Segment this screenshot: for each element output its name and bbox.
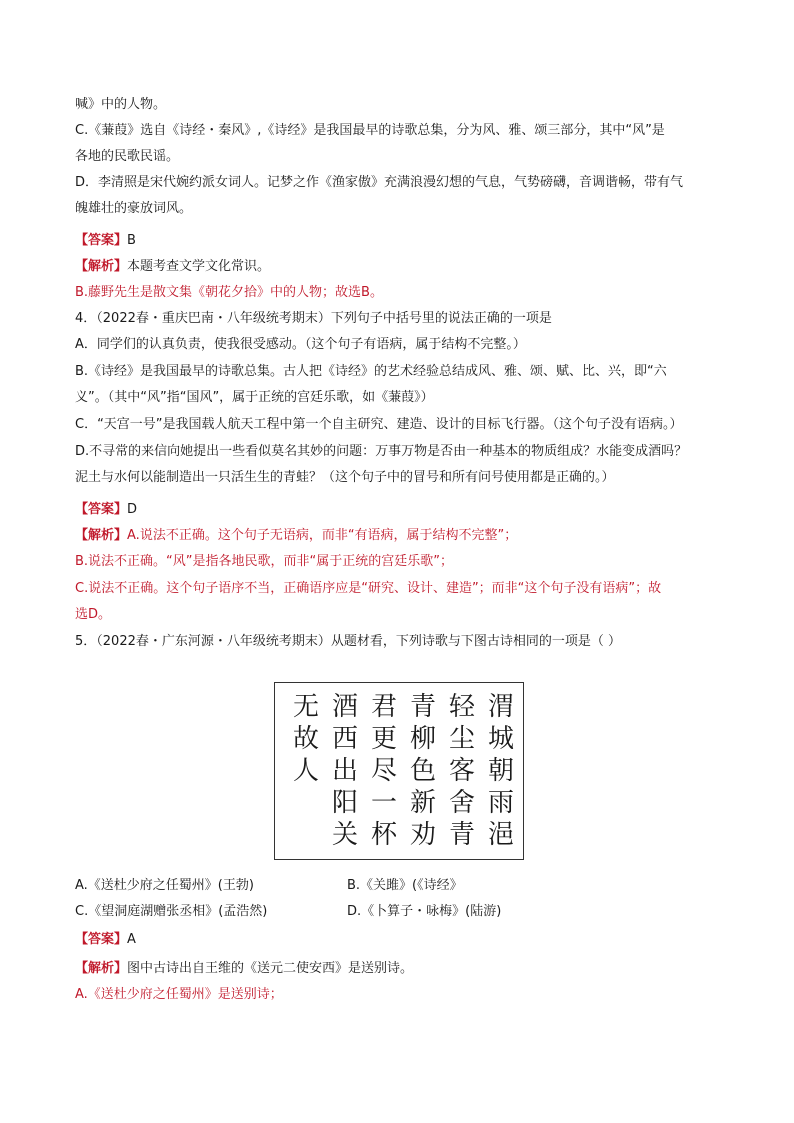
poem-char: 柳 <box>409 724 436 754</box>
text-segment: A <box>127 932 136 947</box>
poem-char: 杯 <box>370 820 397 850</box>
section-tag: 【解析】 <box>75 961 128 976</box>
poem-image <box>274 682 524 860</box>
section-tag: 【解析】 <box>75 528 128 543</box>
poem-char: 尽 <box>370 756 397 786</box>
poem-char: 出 <box>331 756 358 786</box>
poem-char: 酒 <box>331 692 358 722</box>
poem-column <box>288 691 324 787</box>
poem-column <box>405 691 441 851</box>
text-line <box>75 363 667 381</box>
poem-char: 新 <box>409 788 436 818</box>
text-line <box>75 336 526 354</box>
text-segment: D．李清照是宋代婉约派女词人。记梦之作《渔家傲》充满浪漫幻想的气息，气势磅礴，音调谐畅，带有气 <box>75 175 684 190</box>
text-segment: C．“天宫一号”是我国载人航天工程中第一个自主研究、建造、设计的目标飞行器。（这个句子没有语病。） <box>75 417 683 432</box>
text-line <box>75 986 283 1004</box>
text-segment: A.《送杜少府之任蜀州》是送别诗； <box>75 987 283 1002</box>
poem-char: 青 <box>409 692 436 722</box>
text-segment: B.藤野先生是散文集《朝花夕拾》中的人物；故选B。 <box>75 285 383 300</box>
poem-char: 舍 <box>448 788 475 818</box>
poem-char: 色 <box>409 756 436 786</box>
text-line <box>75 443 687 461</box>
text-line <box>75 960 413 978</box>
text-line <box>75 580 661 598</box>
text-segment: 本题考查文学文化常识。 <box>127 259 271 274</box>
poem-char: 君 <box>370 692 397 722</box>
text-line <box>75 258 270 276</box>
poem-char: 渭 <box>487 692 514 722</box>
text-line <box>75 96 166 114</box>
poem-char: 城 <box>487 724 514 754</box>
poem-char: 西 <box>331 724 358 754</box>
poem-char: 客 <box>448 756 475 786</box>
text-line <box>75 232 136 250</box>
text-segment: C.说法不正确。这个句子语序不当，正确语序应是“研究、设计、建造”；而非“这个句子没有语病”；故 <box>75 581 662 596</box>
text-line <box>75 310 552 328</box>
poem-column <box>366 691 402 851</box>
text-segment: 图中古诗出自王维的《送元二使安西》是送别诗。 <box>127 961 414 976</box>
option-a: A.《送杜少府之任蜀州》(王勃) <box>75 878 254 893</box>
text-segment: B <box>127 233 136 248</box>
text-line <box>75 931 136 949</box>
poem-char: 无 <box>292 692 319 722</box>
text-segment: 泥土与水何以能制造出一只活生生的青蛙？（这个句子中的冒号和所有问号使用都是正确的。） <box>75 470 615 485</box>
text-line <box>75 174 683 192</box>
text-line <box>75 606 111 624</box>
poem-char: 一 <box>370 788 397 818</box>
text-segment: 义”。（其中“风”指“国风”，属于正统的宫廷乐歌，如《蒹葭》） <box>75 390 434 405</box>
poem-char: 朝 <box>487 756 514 786</box>
poem-char: 青 <box>448 820 475 850</box>
section-tag: 【答案】 <box>75 233 128 248</box>
text-line <box>75 416 683 434</box>
poem-column <box>327 691 363 851</box>
text-segment: C.《蒹葭》选自《诗经・秦风》,《诗经》是我国最早的诗歌总集，分为风、雅、颂三部分，其中“风”是 <box>75 123 665 138</box>
text-line <box>75 284 383 302</box>
text-segment: B.说法不正确。“风”是指各地民歌，而非“属于正统的宫廷乐歌”； <box>75 554 453 569</box>
poem-char: 尘 <box>448 724 475 754</box>
poem-char: 故 <box>292 724 319 754</box>
text-line <box>75 527 517 545</box>
text-segment: A.说法不正确。这个句子无语病，而非“有语病，属于结构不完整”； <box>127 528 518 543</box>
text-segment: D <box>127 502 138 517</box>
text-line <box>75 633 621 651</box>
text-segment: B.《诗经》是我国最早的诗歌总集。古人把《诗经》的艺术经验总结成风、雅、颂、赋、比、兴，即“六 <box>75 364 667 379</box>
poem-char: 关 <box>331 820 358 850</box>
poem-column <box>483 691 519 851</box>
text-segment: 魄雄壮的豪放词风。 <box>75 201 193 216</box>
option-b: B.《关雎》(《诗经》 <box>347 878 463 893</box>
poem-char: 浥 <box>487 820 514 850</box>
text-segment: 喊》中的人物。 <box>75 97 167 112</box>
poem-column <box>444 691 480 851</box>
text-line <box>75 200 192 218</box>
text-line <box>75 469 615 487</box>
poem-char: 人 <box>292 756 319 786</box>
text-line <box>75 553 453 571</box>
poem-char: 劝 <box>409 820 436 850</box>
text-segment: 4．（2022春・重庆巴南・八年级统考期末）下列句子中括号里的说法正确的一项是 <box>75 311 552 326</box>
option-c: C.《望洞庭湖赠张丞相》(孟浩然) <box>75 904 268 919</box>
poem-char: 阳 <box>331 788 358 818</box>
section-tag: 【解析】 <box>75 259 128 274</box>
text-line <box>75 122 665 140</box>
text-segment: 各地的民歌民谣。 <box>75 149 180 164</box>
text-segment: 5．（2022春・广东河源・八年级统考期末）从题材看，下列诗歌与下图古诗相同的一项是（ ） <box>75 634 621 649</box>
poem-char: 轻 <box>448 692 475 722</box>
option-d: D.《卜算子・咏梅》(陆游) <box>347 904 502 919</box>
text-line <box>75 148 179 166</box>
text-line <box>75 389 434 407</box>
text-segment: 选D。 <box>75 607 112 622</box>
text-segment: D.不寻常的来信向她提出一些看似莫名其妙的问题：万事万物是否由一种基本的物质组成？水能变成酒吗？ <box>75 444 688 459</box>
poem-char: 更 <box>370 724 397 754</box>
poem-char: 雨 <box>487 788 514 818</box>
text-segment: A．同学们的认真负责，使我很受感动。（这个句子有语病，属于结构不完整。） <box>75 337 526 352</box>
section-tag: 【答案】 <box>75 502 128 517</box>
section-tag: 【答案】 <box>75 932 128 947</box>
text-line <box>75 501 137 519</box>
